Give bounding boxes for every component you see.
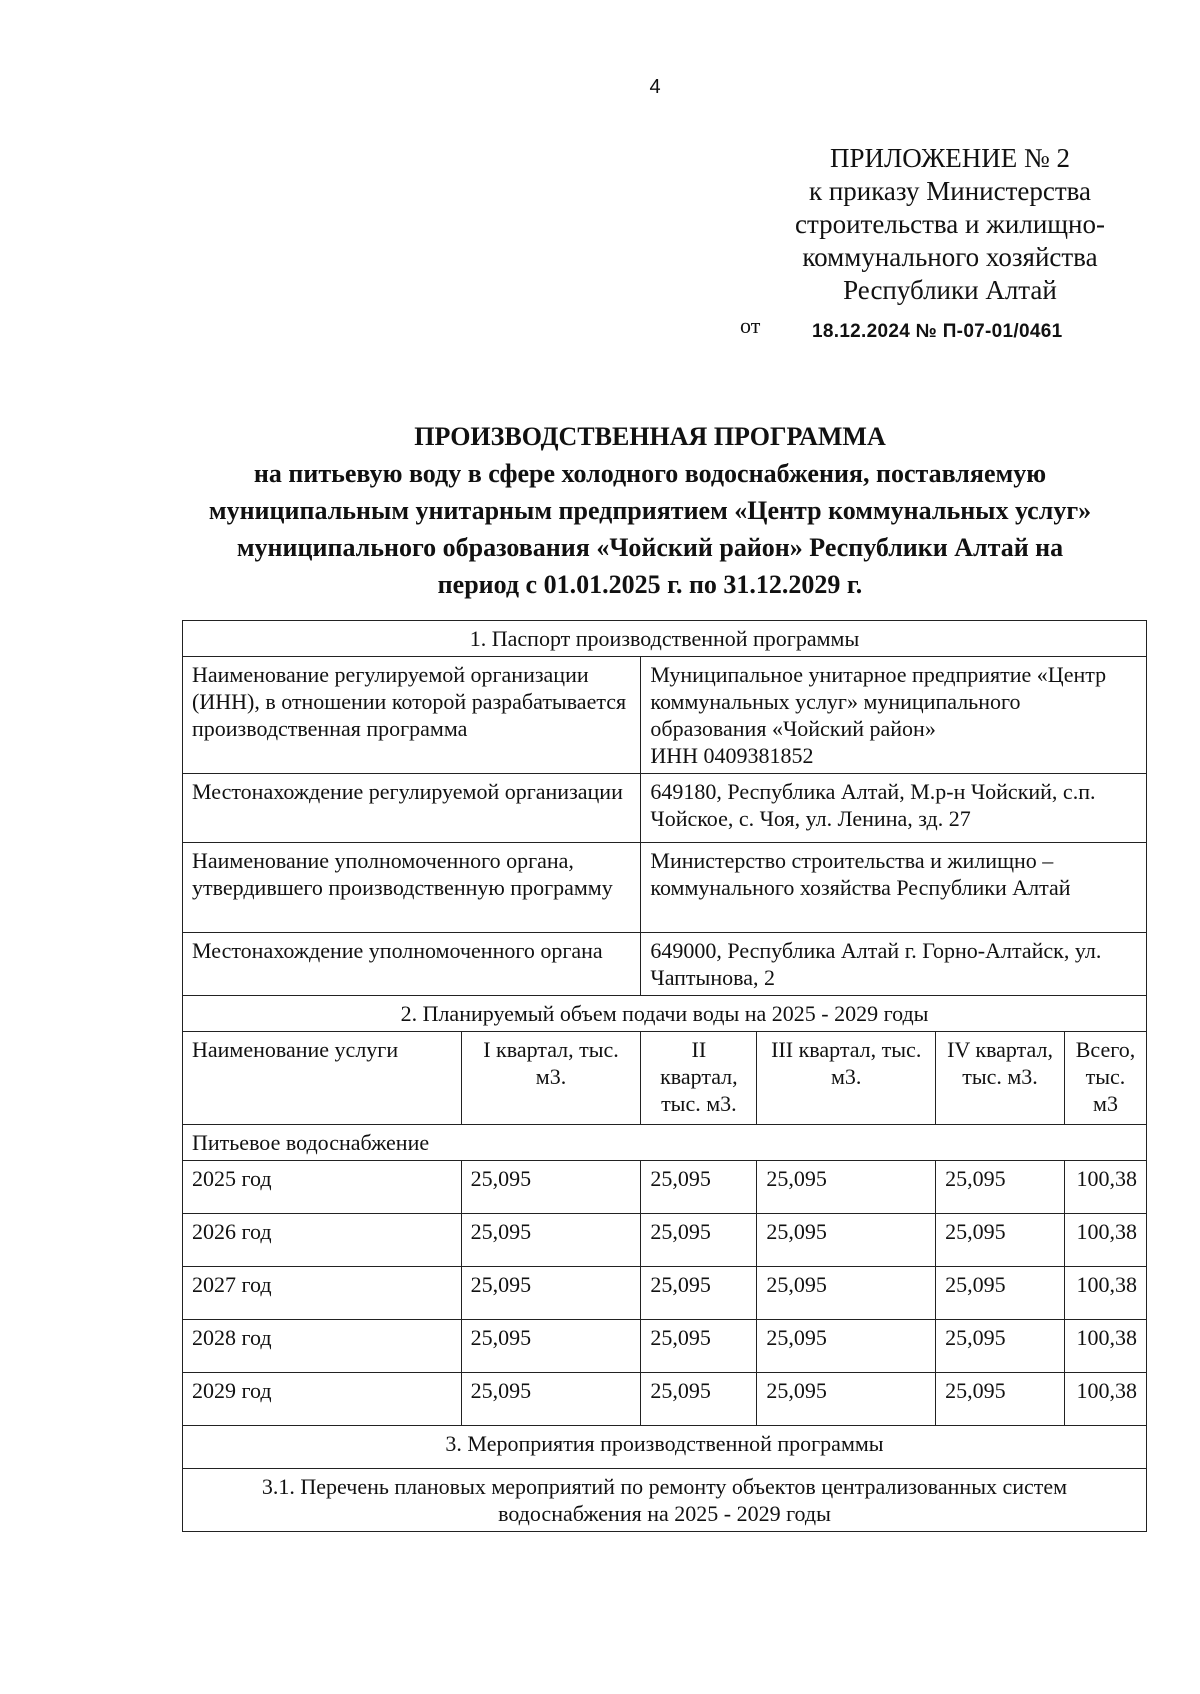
table-row [183,1267,1147,1320]
appendix-title: ПРИЛОЖЕНИЕ № 2 [829,143,1071,173]
passport-row [183,657,1147,774]
service-name: Питьевое водоснабжение [183,1125,1147,1161]
q1-value: 25,095 [461,1320,641,1373]
title-line: муниципального образования «Чойский район» Республики Алтай на [236,533,1064,562]
total-value: 100,38 [1064,1214,1146,1267]
volume-header-row [183,1032,1147,1125]
section-header-row [183,621,1147,657]
date-prefix: от [740,313,761,338]
title-line: муниципальным унитарным предприятием «Центр коммунальных услуг» [208,496,1092,525]
year-cell: 2029 год [183,1373,462,1426]
q1-value: 25,095 [461,1267,641,1320]
q2-value: 25,095 [641,1267,757,1320]
q3-value: 25,095 [757,1320,936,1373]
year-cell: 2025 год [183,1161,462,1214]
column-header-q3: III квартал, тыс. м3. [757,1032,936,1125]
appendix-line: строительства и жилищно- [795,209,1105,239]
total-value: 100,38 [1064,1267,1146,1320]
year-cell: 2026 год [183,1214,462,1267]
service-row [183,1125,1147,1161]
title-line: период с 01.01.2025 г. по 31.12.2029 г. [437,570,863,599]
q4-value: 25,095 [936,1161,1065,1214]
q4-value: 25,095 [936,1373,1065,1426]
q2-value: 25,095 [641,1161,757,1214]
q3-value: 25,095 [757,1214,936,1267]
passport-row [183,774,1147,843]
appendix-line: коммунального хозяйства [802,242,1098,272]
section2-header: 2. Планируемый объем подачи воды на 2025 - 2029 годы [183,996,1147,1032]
passport-value: 649000, Республика Алтай г. Горно-Алтайск, ул. Чаптынова, 2 [641,933,1147,996]
passport-value: Министерство строительства и жилищно – коммунального хозяйства Республики Алтай [641,843,1147,933]
year-cell: 2027 год [183,1267,462,1320]
section1-header: 1. Паспорт производственной программы [183,621,1147,657]
q4-value: 25,095 [936,1267,1065,1320]
q3-value: 25,095 [757,1267,936,1320]
q1-value: 25,095 [461,1373,641,1426]
appendix-date [740,313,1063,342]
q4-value: 25,095 [936,1320,1065,1373]
q3-value: 25,095 [757,1373,936,1426]
q1-value: 25,095 [461,1214,641,1267]
q4-value: 25,095 [936,1214,1065,1267]
document-title [150,418,1150,603]
table-row [183,1161,1147,1214]
section-subheader-row [183,1469,1147,1532]
q1-value: 25,095 [461,1161,641,1214]
total-value: 100,38 [1064,1161,1146,1214]
table-row [183,1373,1147,1426]
appendix-block [740,142,1160,307]
passport-label: Наименование регулируемой организации (ИНН), в отношении которой разрабатывается производственная программа [183,657,641,774]
passport-value [641,657,1147,774]
passport-value-line: Муниципальное унитарное предприятие «Центр коммунальных услуг» муниципального образования «Чойский район» [650,662,1107,741]
total-value: 100,38 [1064,1320,1146,1373]
section3-subheader: 3.1. Перечень плановых мероприятий по ремонту объектов централизованных систем водоснабжения на 2025 - 2029 годы [183,1469,1147,1532]
appendix-line: к приказу Министерства [808,176,1092,206]
page-number: 4 [649,76,661,98]
section-header-row [183,996,1147,1032]
q2-value: 25,095 [641,1320,757,1373]
column-header-service: Наименование услуги [183,1032,462,1125]
year-cell: 2028 год [183,1320,462,1373]
title-line: ПРОИЗВОДСТВЕННАЯ ПРОГРАММА [414,422,886,451]
q3-value: 25,095 [757,1161,936,1214]
table-row [183,1214,1147,1267]
passport-row [183,933,1147,996]
passport-value: 649180, Республика Алтай, М.р-н Чойский, с.п. Чойское, с. Чоя, ул. Ленина, зд. 27 [641,774,1147,843]
total-value: 100,38 [1064,1373,1146,1426]
passport-label: Наименование уполномоченного органа, утвердившего производственную программу [183,843,641,933]
passport-inn: ИНН 0409381852 [650,743,814,768]
passport-label: Местонахождение уполномоченного органа [183,933,641,996]
column-header-q1: I квартал, тыс. м3. [461,1032,641,1125]
column-header-q2: II квартал, тыс. м3. [641,1032,757,1125]
passport-label: Местонахождение регулируемой организации [183,774,641,843]
order-number: 18.12.2024 № П-07-01/0461 [812,321,1063,342]
passport-row [183,843,1147,933]
table-row [183,1320,1147,1373]
section-header-row [183,1426,1147,1469]
appendix-line: Республики Алтай [843,275,1057,305]
program-table [182,620,1147,1532]
q2-value: 25,095 [641,1214,757,1267]
title-line: на питьевую воду в сфере холодного водоснабжения, поставляемую [253,459,1047,488]
q2-value: 25,095 [641,1373,757,1426]
column-header-total: Всего, тыс. м3 [1064,1032,1146,1125]
column-header-q4: IV квартал, тыс. м3. [936,1032,1065,1125]
section3-header: 3. Мероприятия производственной программы [183,1426,1147,1469]
